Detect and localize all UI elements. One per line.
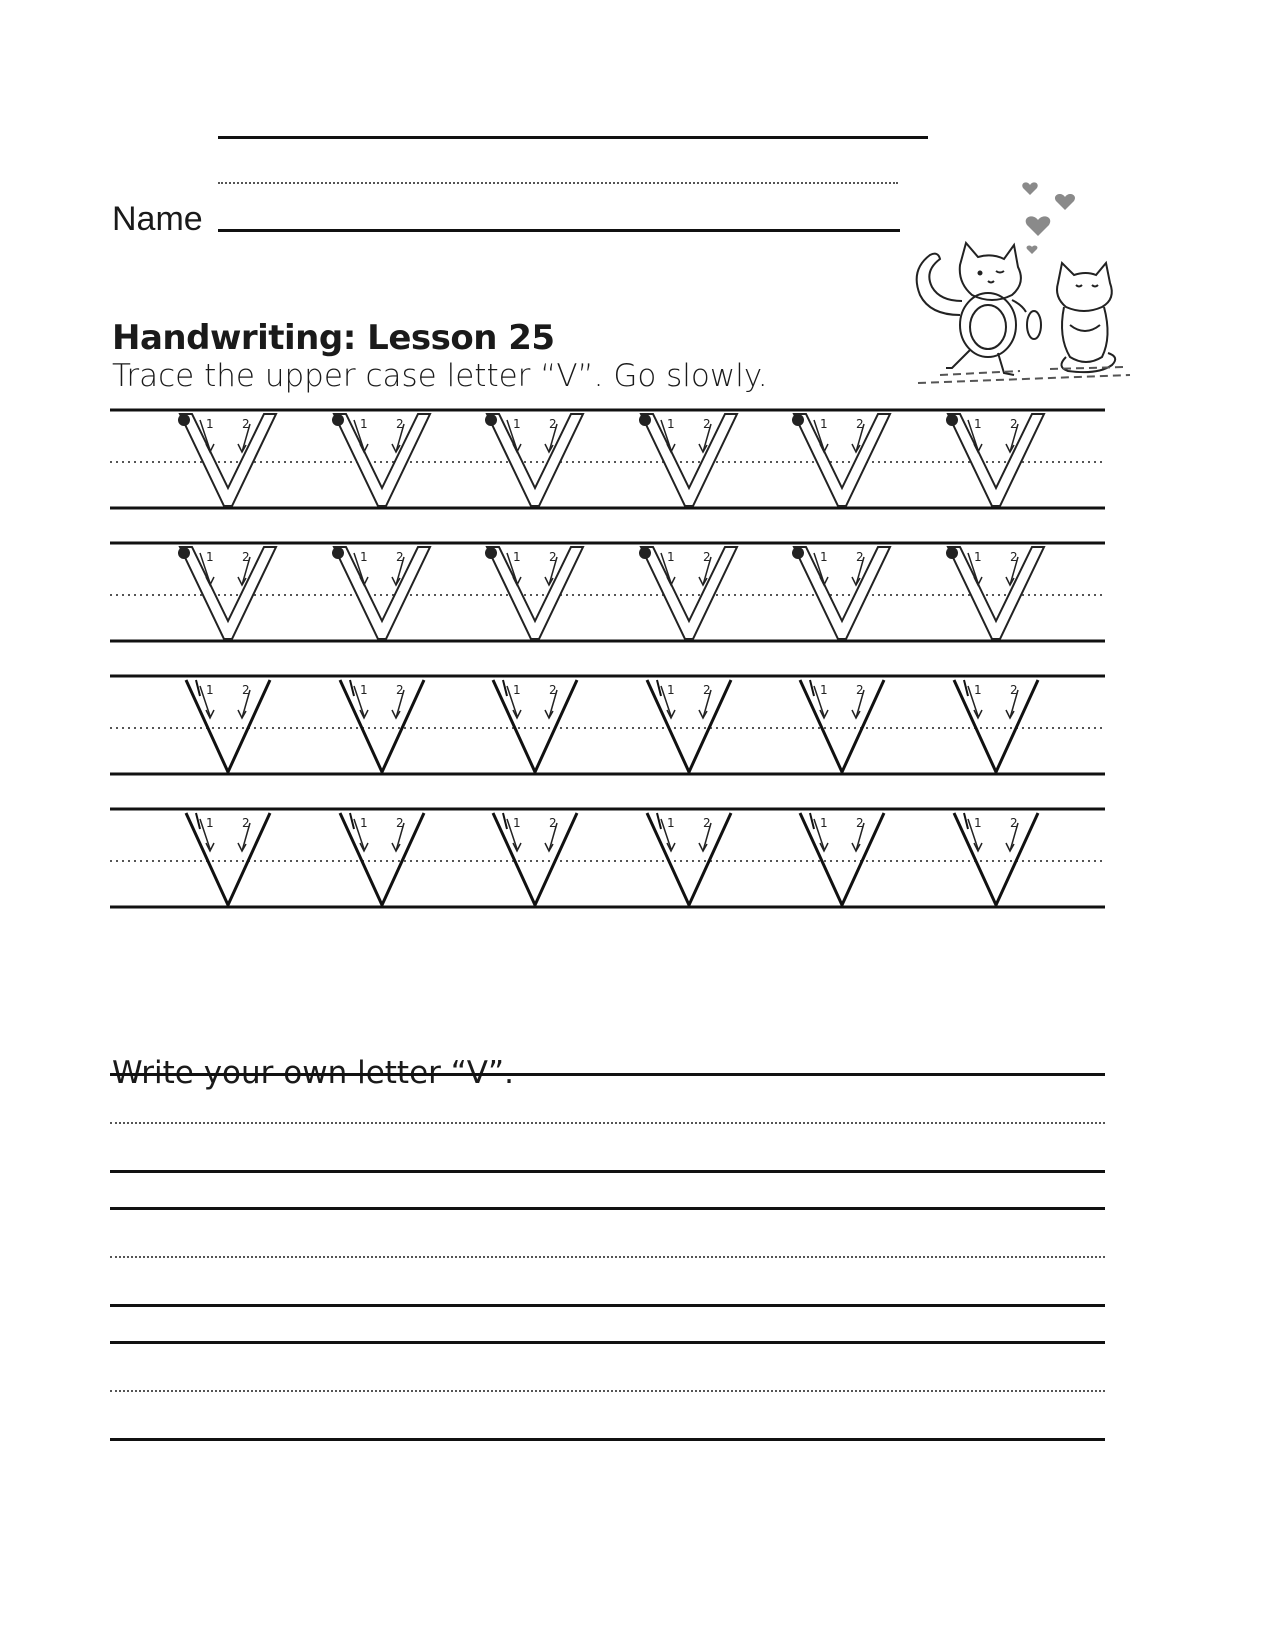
trace-letter-v[interactable] xyxy=(485,414,583,506)
stroke-number-2: 2 xyxy=(549,550,557,564)
write-mid-line xyxy=(110,1122,1105,1124)
arrow-head-icon xyxy=(545,577,553,585)
letter-outline xyxy=(334,547,430,639)
letter-serif xyxy=(657,680,661,696)
stroke-number-2: 2 xyxy=(396,816,404,830)
letter-outline xyxy=(641,414,737,506)
stroke-number-1: 1 xyxy=(974,550,982,564)
stroke-number-2: 2 xyxy=(549,683,557,697)
write-mid-line xyxy=(110,1390,1105,1392)
stroke-number-1: 1 xyxy=(513,816,521,830)
trace-letter-v[interactable] xyxy=(647,813,731,905)
arrow-head-icon xyxy=(1006,444,1014,452)
letter-outline xyxy=(948,414,1044,506)
arrow-head-icon xyxy=(699,444,707,452)
trace-letter-v[interactable] xyxy=(954,680,1038,772)
arrow-head-icon xyxy=(852,710,860,718)
stroke-number-1: 1 xyxy=(974,683,982,697)
letter-serif xyxy=(964,813,968,829)
arrow-head-icon xyxy=(392,444,400,452)
start-dot xyxy=(178,547,190,559)
write-bottom-line xyxy=(110,1170,1105,1173)
letter-outline xyxy=(334,414,430,506)
stroke-number-2: 2 xyxy=(703,683,711,697)
trace-row[interactable] xyxy=(110,410,1105,508)
write-mid-line xyxy=(110,1256,1105,1258)
trace-letter-v[interactable] xyxy=(485,547,583,639)
arrow-head-icon xyxy=(238,710,246,718)
arrow-head-icon xyxy=(545,444,553,452)
trace-row[interactable] xyxy=(110,543,1105,641)
write-top-line xyxy=(110,1073,1105,1076)
letter-serif xyxy=(657,813,661,829)
stroke-number-1: 1 xyxy=(974,417,982,431)
stroke-number-2: 2 xyxy=(856,550,864,564)
arrow-head-icon xyxy=(1006,843,1014,851)
stroke-number-1: 1 xyxy=(206,816,214,830)
stroke-number-1: 1 xyxy=(667,550,675,564)
stroke-number-1: 1 xyxy=(667,816,675,830)
arrow-head-icon xyxy=(852,444,860,452)
trace-letter-v[interactable] xyxy=(178,414,276,506)
letter-serif xyxy=(810,680,814,696)
start-dot xyxy=(639,547,651,559)
start-dot xyxy=(792,547,804,559)
stroke-number-2: 2 xyxy=(703,816,711,830)
trace-letter-v[interactable] xyxy=(186,680,270,772)
start-dot xyxy=(485,547,497,559)
arrow-head-icon xyxy=(699,710,707,718)
stroke-number-2: 2 xyxy=(703,417,711,431)
trace-row[interactable] xyxy=(110,809,1105,907)
arrow-head-icon xyxy=(238,577,246,585)
start-dot xyxy=(332,414,344,426)
trace-letter-v[interactable] xyxy=(186,813,270,905)
stroke-number-1: 1 xyxy=(667,417,675,431)
stroke-number-2: 2 xyxy=(396,417,404,431)
start-dot xyxy=(485,414,497,426)
arrow-head-icon xyxy=(392,577,400,585)
stroke-number-1: 1 xyxy=(360,550,368,564)
name-label: Name xyxy=(112,200,203,238)
trace-letter-v[interactable] xyxy=(792,414,890,506)
stroke-number-1: 1 xyxy=(206,550,214,564)
stroke-number-1: 1 xyxy=(513,550,521,564)
start-dot xyxy=(639,414,651,426)
letter-serif xyxy=(350,680,354,696)
lesson-title: Handwriting: Lesson 25 xyxy=(112,318,555,358)
stroke-number-2: 2 xyxy=(856,683,864,697)
trace-letter-v[interactable] xyxy=(954,813,1038,905)
start-dot xyxy=(792,414,804,426)
stroke-number-2: 2 xyxy=(856,816,864,830)
stroke-number-1: 1 xyxy=(820,683,828,697)
write-bottom-line xyxy=(110,1304,1105,1307)
stroke-number-1: 1 xyxy=(513,417,521,431)
trace-letter-v[interactable] xyxy=(178,547,276,639)
arrow-head-icon xyxy=(699,577,707,585)
write-top-line xyxy=(110,1207,1105,1210)
stroke-number-2: 2 xyxy=(549,816,557,830)
trace-letter-v[interactable] xyxy=(493,813,577,905)
stroke-number-1: 1 xyxy=(974,816,982,830)
stroke-number-2: 2 xyxy=(1010,417,1018,431)
letter-outline xyxy=(180,414,276,506)
letter-serif xyxy=(810,813,814,829)
arrow-head-icon xyxy=(852,577,860,585)
start-dot xyxy=(946,547,958,559)
letter-outline xyxy=(641,547,737,639)
trace-letter-v[interactable] xyxy=(493,680,577,772)
trace-letter-v[interactable] xyxy=(792,547,890,639)
stroke-number-2: 2 xyxy=(242,683,250,697)
stroke-number-2: 2 xyxy=(242,550,250,564)
stroke-number-1: 1 xyxy=(820,550,828,564)
start-dot xyxy=(178,414,190,426)
stroke-number-2: 2 xyxy=(396,550,404,564)
arrow-head-icon xyxy=(1006,710,1014,718)
stroke-number-1: 1 xyxy=(360,417,368,431)
stroke-number-2: 2 xyxy=(1010,550,1018,564)
stroke-number-1: 1 xyxy=(667,683,675,697)
letter-serif xyxy=(503,680,507,696)
trace-letter-v[interactable] xyxy=(647,680,731,772)
trace-letter-v[interactable] xyxy=(946,547,1044,639)
arrow-head-icon xyxy=(1006,577,1014,585)
trace-row[interactable] xyxy=(110,676,1105,774)
start-dot xyxy=(946,414,958,426)
trace-letter-v[interactable] xyxy=(332,414,430,506)
letter-outline xyxy=(794,547,890,639)
trace-letter-v[interactable] xyxy=(340,813,424,905)
stroke-number-2: 2 xyxy=(1010,683,1018,697)
stroke-number-1: 1 xyxy=(820,816,828,830)
trace-letter-v[interactable] xyxy=(946,414,1044,506)
arrow-head-icon xyxy=(392,843,400,851)
arrow-head-icon xyxy=(392,710,400,718)
arrow-head-icon xyxy=(699,843,707,851)
stroke-number-1: 1 xyxy=(360,816,368,830)
letter-serif xyxy=(196,813,200,829)
stroke-number-2: 2 xyxy=(856,417,864,431)
letter-serif xyxy=(350,813,354,829)
stroke-number-2: 2 xyxy=(242,816,250,830)
letter-outline xyxy=(794,414,890,506)
write-top-line xyxy=(110,1341,1105,1344)
arrow-head-icon xyxy=(545,710,553,718)
write-bottom-line xyxy=(110,1438,1105,1441)
start-dot xyxy=(332,547,344,559)
arrow-head-icon xyxy=(238,444,246,452)
trace-letter-v[interactable] xyxy=(639,547,737,639)
letter-outline xyxy=(948,547,1044,639)
arrow-head-icon xyxy=(545,843,553,851)
stroke-number-1: 1 xyxy=(820,417,828,431)
stroke-number-1: 1 xyxy=(360,683,368,697)
stroke-number-1: 1 xyxy=(206,683,214,697)
stroke-number-2: 2 xyxy=(396,683,404,697)
letter-serif xyxy=(196,680,200,696)
letter-outline xyxy=(487,414,583,506)
trace-letter-v[interactable] xyxy=(340,680,424,772)
stroke-number-2: 2 xyxy=(703,550,711,564)
stroke-number-2: 2 xyxy=(1010,816,1018,830)
arrow-head-icon xyxy=(852,843,860,851)
lesson-instruction: Trace the upper case letter “V”. Go slowly. xyxy=(112,358,768,394)
letter-serif xyxy=(964,680,968,696)
stroke-number-2: 2 xyxy=(242,417,250,431)
trace-letter-v[interactable] xyxy=(800,813,884,905)
stroke-number-1: 1 xyxy=(513,683,521,697)
letter-outline xyxy=(180,547,276,639)
trace-letter-v[interactable] xyxy=(639,414,737,506)
free-write-prompt: Write your own letter “V”. xyxy=(112,1055,514,1091)
stroke-number-1: 1 xyxy=(206,417,214,431)
letter-outline xyxy=(487,547,583,639)
trace-letter-v[interactable] xyxy=(332,547,430,639)
arrow-head-icon xyxy=(238,843,246,851)
trace-letter-v[interactable] xyxy=(800,680,884,772)
letter-serif xyxy=(503,813,507,829)
stroke-number-2: 2 xyxy=(549,417,557,431)
